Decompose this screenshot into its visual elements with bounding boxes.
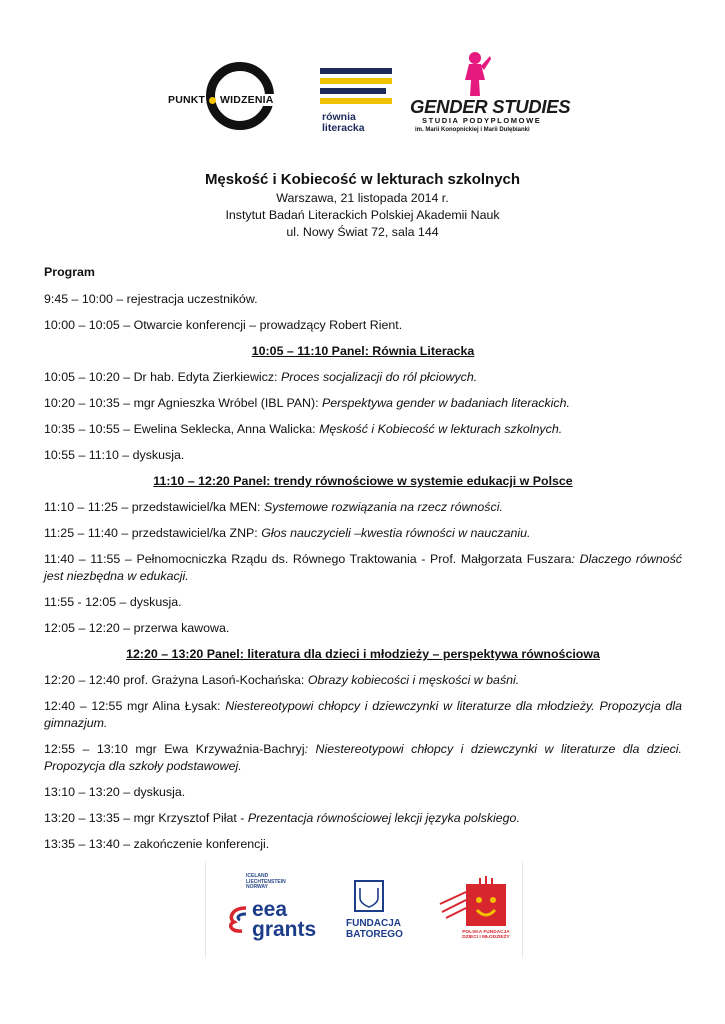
entry-text: 10:05 – 10:20 – Dr hab. Edyta Zierkiewicz: (44, 370, 281, 384)
entry-text: 12:55 – 13:10 mgr Ewa Krzywaźnia-Bachryj (44, 742, 305, 756)
entry-text: 9:45 – 10:00 – rejestracja uczestników. (44, 292, 258, 306)
gender-studies-sub2: im. Marii Konopnickiej i Marii Dulębianki (415, 127, 530, 133)
rownia-bar-icon (320, 98, 392, 104)
polska-fundacja-dzieci-logo (436, 874, 516, 954)
eea-swirl-icon (226, 904, 252, 934)
rownia-literacka-logo (320, 68, 394, 138)
program-entry (44, 551, 682, 585)
program-entry (44, 447, 682, 464)
entry-text: 12:40 – 12:55 mgr Alina Łysak: (44, 699, 226, 713)
entry-talk-title: : Niestereotypowi chłopcy i dziewczynki w literaturze dla dzieci. Propozycja dla szkoły podstawowej. (44, 742, 682, 773)
program-entry (44, 369, 682, 386)
eea-grants-logo (216, 872, 316, 952)
program (44, 264, 682, 862)
entry-talk-title: : Dlaczego równość jest niezbędna w edukacji. (44, 552, 682, 583)
program-entry (44, 784, 682, 801)
entry-text: 10:35 – 10:55 – Ewelina Seklecka, Anna Walicka: (44, 422, 320, 436)
institute-line: Instytut Badań Literackich Polskiej Akademii Nauk (225, 208, 500, 222)
program-entry (44, 836, 682, 853)
rownia-line2: literacka (322, 122, 365, 134)
program-entry (44, 698, 682, 732)
eea-wordmark (252, 900, 316, 940)
entry-talk-title: Niestereotypowi chłopcy i dziewczynki w literaturze dla młodzieży. Propozycja dla gimnazjum. (44, 699, 682, 730)
program-entry (44, 620, 682, 637)
entry-talk-title: Prezentacja równościowej lekcji języka polskiego. (247, 811, 520, 825)
entry-text: 11:55 - 12:05 – dyskusja. (44, 595, 182, 609)
entry-talk-title: Głos nauczycieli –kwestia równości w nauczaniu. (261, 526, 531, 540)
punkt-dot-icon (209, 97, 216, 104)
pfdm-wordmark: POLSKA FUNDACJA DZIECI I MŁODZIEŻY (462, 930, 510, 941)
entry-text: 11:25 – 11:40 – przedstawiciel/ka ZNP: (44, 526, 262, 540)
rownia-line1: równia (322, 111, 356, 123)
program-entry (44, 672, 682, 689)
address-line: ul. Nowy Świat 72, sala 144 (286, 225, 439, 239)
rownia-bar-icon (320, 68, 392, 74)
entry-text: 10:00 – 10:05 – Otwarcie konferencji – prowadzący Robert Rient. (44, 318, 403, 332)
entry-talk-title: Męskość i Kobiecość w lekturach szkolnych. (319, 422, 563, 436)
entry-text: 13:35 – 13:40 – zakończenie konferencji. (44, 837, 270, 851)
punkt-widzenia-logo (168, 62, 286, 142)
entry-text: 13:20 – 13:35 – mgr Krzysztof Piłat - (44, 811, 248, 825)
entry-talk-title: Obrazy kobiecości i męskości w baśni. (307, 673, 520, 687)
batory-line2: BATOREGO (346, 929, 403, 940)
program-label: Program (44, 265, 95, 279)
fundacja-batorego-logo (346, 880, 416, 950)
program-entry (44, 317, 682, 334)
program-entry (44, 395, 682, 412)
batory-line1: FUNDACJA (346, 918, 401, 929)
gender-studies-sub: STUDIA PODYPLOMOWE (422, 116, 542, 125)
batory-wordmark (346, 918, 403, 940)
date-line: Warszawa, 21 listopada 2014 r. (276, 191, 449, 205)
program-entry (44, 499, 682, 516)
program-entry (44, 291, 682, 308)
program-entry (44, 525, 682, 542)
gender-studies-logo (410, 50, 571, 145)
panel-heading: 10:05 – 11:10 Panel: Równia Literacka (251, 344, 475, 358)
entry-text: 10:20 – 10:35 – mgr Agnieszka Wróbel (IBL PAN): (44, 396, 323, 410)
entry-text: 11:10 – 11:25 – przedstawiciel/ka MEN: (44, 500, 264, 514)
entry-talk-title: Perspektywa gender w badaniach literackich. (322, 396, 570, 410)
sponsor-logos (205, 862, 523, 958)
rownia-logo-text (322, 112, 365, 134)
top-logos (0, 50, 725, 150)
page-title: Męskość i Kobiecość w lekturach szkolnych (204, 171, 521, 188)
header (0, 170, 725, 241)
rownia-bar-icon (320, 88, 386, 94)
panel-heading: 12:20 – 13:20 Panel: literatura dla dzieci i młodzieży – perspektywa równościowa (126, 647, 600, 661)
program-entry (44, 594, 682, 611)
program-entry (44, 421, 682, 438)
entry-text: 12:20 – 12:40 prof. Grażyna Lasoń-Kochańska: (44, 673, 308, 687)
eea-countries: ICELAND LIECHTENSTEIN NORWAY (246, 873, 286, 890)
entry-text: 12:05 – 12:20 – przerwa kawowa. (44, 621, 230, 635)
gender-figure-icon (458, 50, 492, 98)
batory-emblem-icon (354, 880, 384, 912)
entry-text: 10:55 – 11:10 – dyskusja. (44, 448, 185, 462)
pfdm-emblem-icon (436, 874, 516, 934)
entry-text: 11:40 – 11:55 – Pełnomocniczka Rządu ds. Równego Traktowania - Prof. Małgorzata Fuszara (44, 552, 572, 566)
eea-word2: grants (252, 918, 317, 941)
entry-talk-title: Proces socjalizacji do ról płciowych. (280, 370, 478, 384)
program-entry (44, 741, 682, 775)
rownia-bar-icon (320, 78, 392, 84)
gender-studies-title: GENDER STUDIES (410, 96, 571, 117)
punkt-logo-text-left: PUNKT (168, 94, 206, 106)
program-entry (44, 810, 682, 827)
punkt-logo-text-right: WIDZENIA (220, 94, 274, 106)
batory-shield-icon (356, 882, 382, 910)
eea-word1: eea (252, 898, 288, 921)
panel-heading: 11:10 – 12:20 Panel: trendy równościowe w systemie edukacji w Polsce (153, 474, 573, 488)
entry-talk-title: Systemowe rozwiązania na rzecz równości. (263, 500, 503, 514)
entry-text: 13:10 – 13:20 – dyskusja. (44, 785, 186, 799)
